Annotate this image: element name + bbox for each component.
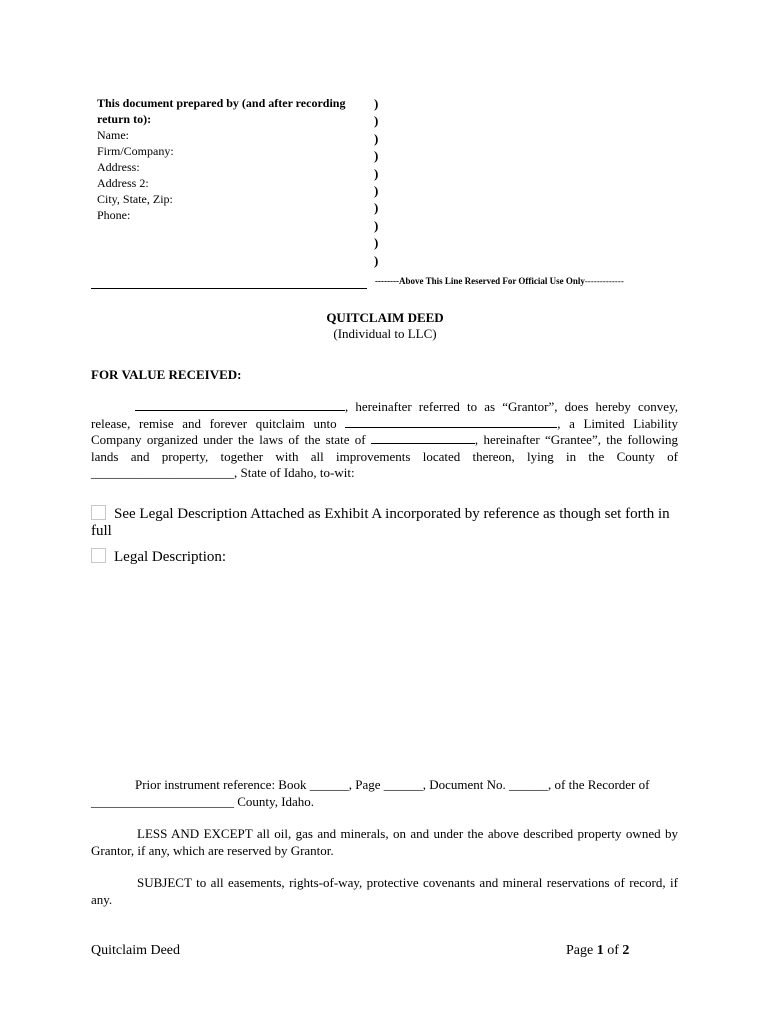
field-phone: Phone: [97,208,131,222]
paren: ) [374,200,379,216]
legal-description-option [91,548,681,566]
prior-reference-paragraph [91,777,678,810]
field-address-2: Address 2: [97,176,149,190]
paren: ) [374,217,379,233]
field-name: Name: [97,128,129,142]
legal-description-checkbox[interactable] [91,548,106,563]
paren: ) [374,252,379,268]
prepared-by-block [97,95,367,223]
state-blank[interactable] [371,432,475,444]
field-city-state-zip: City, State, Zip: [97,192,173,206]
legal-description-label: Legal Description: [114,549,227,565]
conveyance-text-3: , hereinafter “Grantee”, the following lands and property, together with all improvements located thereon, lying in the County of [91,432,678,464]
paren: ) [374,113,379,129]
less-except-text: LESS AND EXCEPT all oil, gas and minerals, on and under the above described property owned by Grantor, if any, which are reserved by Grantor. [91,826,678,858]
reserved-notice [375,276,624,286]
footer-page-number [566,943,629,959]
exhibit-option-label: See Legal Description Attached as Exhibit A incorporated by reference as though set forth in full [91,506,670,539]
document-title: QUITCLAIM DEED [326,310,444,325]
paren: ) [374,235,379,251]
page-of-label: of [607,943,619,958]
document-subtitle: (Individual to LLC) [333,326,437,341]
paren: ) [374,183,379,199]
reserved-text: Above This Line Reserved For Official Use Only [398,276,585,286]
paren: ) [374,96,379,111]
conveyance-text-4: , State of Idaho, to-wit: [234,465,355,480]
prepared-by-heading: This document prepared by (and after recording return to): [97,96,346,126]
page-total: 2 [622,943,630,958]
reserved-dashes-left: -------- [375,276,399,286]
conveyance-text-1: , hereinafter referred to as “Grantor”, does hereby convey, release, remise and forever quitclaim unto [91,399,678,431]
exhibit-option [91,505,681,540]
paren: ) [374,130,379,146]
reserved-dashes-right: ------------- [584,276,624,286]
for-value-heading: FOR VALUE RECEIVED: [91,367,242,382]
footer-document-name: Quitclaim Deed [91,943,181,958]
conveyance-paragraph [91,399,678,482]
field-address: Address: [97,160,140,174]
conveyance-text-2: , a Limited Liability Company organized under the laws of the state of [91,415,679,447]
county-blank[interactable]: ______________________ [91,465,234,480]
grantor-blank[interactable] [135,399,345,411]
subject-to-paragraph [91,875,678,908]
paren: ) [374,165,379,181]
exhibit-checkbox[interactable] [91,505,106,520]
paren-column [374,95,378,269]
subject-to-text: SUBJECT to all easements, rights-of-way, protective covenants and mineral reservations of record, if any. [91,875,678,907]
recording-divider-line [91,288,367,289]
grantee-blank[interactable] [345,416,557,428]
prior-reference-text: Prior instrument reference: Book ______, Page ______, Document No. ______, of the Recorder of [135,777,650,792]
paren: ) [374,148,379,164]
less-except-paragraph [91,826,678,859]
page-label: Page [566,943,594,958]
prior-reference-county: ______________________ County, Idaho. [91,793,315,809]
page-current: 1 [596,943,604,958]
field-firm: Firm/Company: [97,144,174,158]
